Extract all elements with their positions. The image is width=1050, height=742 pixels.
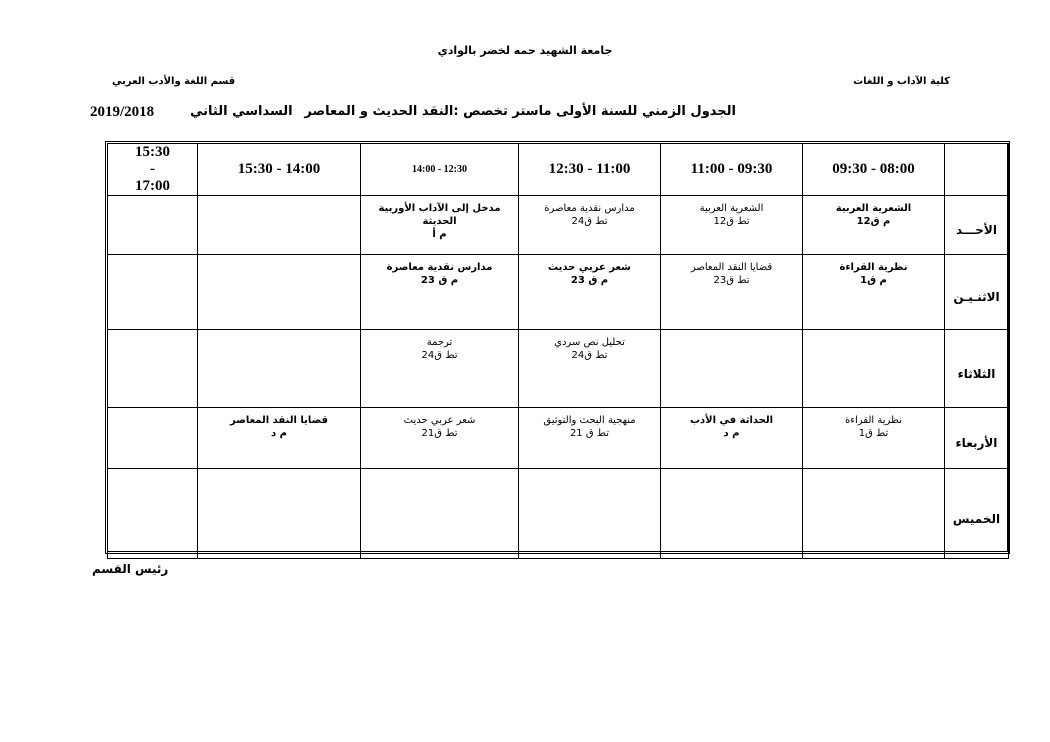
- course-room: م أ: [432, 229, 447, 240]
- course-room: تط ق1: [858, 428, 889, 439]
- schedule-cell: [519, 408, 661, 469]
- time-slot-header: 08:00 - 09:30: [803, 144, 945, 196]
- course-entry: [661, 330, 802, 407]
- course-entry: [803, 469, 944, 558]
- table-row: [108, 330, 1009, 408]
- header-row: [108, 144, 1009, 196]
- schedule-cell: [661, 408, 803, 469]
- schedule-cell: [661, 255, 803, 330]
- course-room: م ق 23: [420, 275, 459, 286]
- table-row: [108, 196, 1009, 255]
- schedule-cell: [519, 469, 661, 559]
- course-entry: [361, 408, 518, 468]
- course-room: م ق12: [856, 216, 891, 227]
- course-room: م د: [723, 428, 740, 439]
- course-room: تط ق12: [713, 216, 750, 227]
- course-name: ترجمة: [426, 337, 453, 348]
- course-entry: [803, 408, 944, 468]
- course-entry: [519, 255, 660, 329]
- time-slot-header: 11:00 - 12:30: [519, 144, 661, 196]
- time-slot-header: 12:30 - 14:00: [361, 144, 519, 196]
- schedule-cell: [803, 408, 945, 469]
- table-row: [108, 469, 1009, 559]
- schedule-cell: [108, 330, 198, 408]
- course-entry: [661, 408, 802, 468]
- course-room: م ق 23: [570, 275, 609, 286]
- course-name: مدارس نقدية معاصرة: [386, 262, 493, 273]
- course-entry: [803, 330, 944, 407]
- day-label: الثلاثاء: [945, 330, 1009, 408]
- course-room: م د: [271, 428, 287, 439]
- schedule-cell: [361, 255, 519, 330]
- schedule-cell: [519, 196, 661, 255]
- course-room: تط ق24: [571, 216, 608, 227]
- course-entry: [108, 196, 197, 254]
- course-name: الحداثة في الأدب: [689, 415, 774, 426]
- schedule-cell: [198, 196, 361, 255]
- semester-label: السداسي الثاني: [190, 104, 293, 119]
- course-name: تحليل نص سردي: [554, 337, 625, 348]
- schedule-cell: [361, 408, 519, 469]
- time-slot-header: 14:00 - 15:30: [198, 144, 361, 196]
- course-entry: [108, 330, 197, 407]
- faculty-name: كلية الآداب و اللغات: [853, 76, 950, 87]
- department-name: قسم اللغة والأدب العربي: [112, 76, 236, 87]
- course-entry: [361, 196, 518, 254]
- schedule-cell: [803, 196, 945, 255]
- day-label: الاثنـيـن: [945, 255, 1009, 330]
- course-entry: [661, 469, 802, 558]
- course-name: شعر عربي حديث: [548, 262, 631, 273]
- table-row: [108, 255, 1009, 330]
- course-name: الشعرية العربية: [835, 203, 912, 214]
- department-head-signature: رئيس القسم: [92, 562, 169, 576]
- schedule-cell: [198, 469, 361, 559]
- academic-year: 2019/2018: [90, 104, 155, 120]
- course-entry: [198, 330, 360, 407]
- course-entry: [198, 196, 360, 254]
- course-name: نظرية القراءة: [839, 262, 908, 273]
- schedule-cell: [108, 408, 198, 469]
- course-name: قضايا النقد المعاصر: [690, 262, 773, 273]
- day-label: الأحـــد: [945, 196, 1009, 255]
- university-name: جامعة الشهيد حمه لخضر بالوادي: [437, 44, 613, 57]
- course-entry: [803, 196, 944, 254]
- schedule-cell: [108, 255, 198, 330]
- schedule-cell: [661, 330, 803, 408]
- course-name: الشعرية العربية: [699, 203, 764, 214]
- schedule-cell: [198, 408, 361, 469]
- course-entry: [198, 408, 360, 468]
- schedule-cell: [803, 255, 945, 330]
- time-slot-header: 09:30 - 11:00: [661, 144, 803, 196]
- course-name: مدخل إلى الآداب الأوربية الحديثة: [378, 203, 501, 227]
- timetable-title: الجدول الزمني للسنة الأولى ماستر تخصص :النقد الحديث و المعاصر: [304, 104, 736, 119]
- schedule-cell: [361, 330, 519, 408]
- day-label: الأربعاء: [945, 408, 1009, 469]
- table-row: [108, 408, 1009, 469]
- course-room: تط ق21: [421, 428, 458, 439]
- course-entry: [519, 469, 660, 558]
- schedule-cell: [803, 330, 945, 408]
- day-label: الخميس: [945, 469, 1009, 559]
- schedule-cell: [661, 469, 803, 559]
- schedule-cell: [198, 330, 361, 408]
- schedule-cell: [198, 255, 361, 330]
- course-entry: [803, 255, 944, 329]
- schedule-cell: [661, 196, 803, 255]
- schedule-cell: [519, 330, 661, 408]
- corner-cell: [945, 144, 1009, 196]
- schedule-cell: [361, 196, 519, 255]
- course-room: تط ق24: [571, 350, 608, 361]
- schedule-cell: [108, 196, 198, 255]
- course-entry: [519, 408, 660, 468]
- course-name: منهجية البحث والتوثيق: [543, 415, 636, 426]
- course-entry: [661, 255, 802, 329]
- course-room: تط ق 21: [569, 428, 610, 439]
- course-name: مدارس نقدية معاصرة: [544, 203, 635, 214]
- timetable: [107, 143, 1009, 559]
- schedule-cell: [803, 469, 945, 559]
- course-entry: [661, 196, 802, 254]
- course-entry: [361, 255, 518, 329]
- schedule-cell: [519, 255, 661, 330]
- course-entry: [108, 255, 197, 329]
- course-entry: [361, 330, 518, 407]
- time-slot-header: 15:30 - 17:00: [108, 144, 198, 196]
- course-entry: [108, 469, 197, 558]
- course-entry: [361, 469, 518, 558]
- course-entry: [198, 255, 360, 329]
- course-room: تط ق23: [713, 275, 750, 286]
- course-name: شعر عربي حديث: [403, 415, 476, 426]
- course-name: قضايا النقد المعاصر: [229, 415, 329, 426]
- course-entry: [108, 408, 197, 468]
- course-entry: [519, 196, 660, 254]
- course-room: تط ق24: [421, 350, 458, 361]
- schedule-cell: [108, 469, 198, 559]
- schedule-cell: [361, 469, 519, 559]
- course-entry: [519, 330, 660, 407]
- course-name: نظرية القراءة: [845, 415, 902, 426]
- course-room: م ق1: [860, 275, 887, 286]
- course-entry: [198, 469, 360, 558]
